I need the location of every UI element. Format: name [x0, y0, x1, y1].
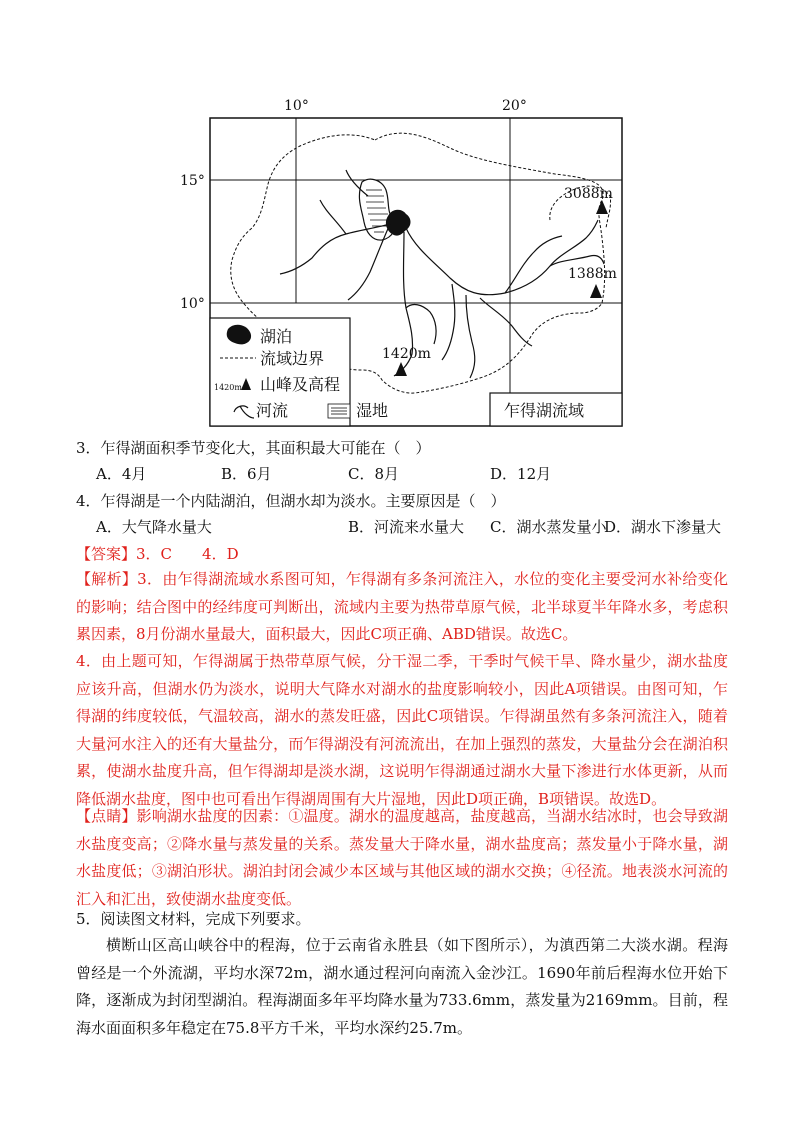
peak-3088-marker — [596, 200, 608, 214]
peak-1420-label: 1420m — [382, 346, 431, 362]
analysis-q4-text: 4．由上题可知，乍得湖属于热带草原气候，分干湿二季，干季时气候干旱、降水量少，湖水盐度应该升高，但湖水仍为淡水，说明大气降水对湖水的盐度影响较小，因此A项错误。由图可知，乍得湖的纬度较低，气温较高，湖水的蒸发旺盛，因此C项错误。乍得湖虽然有多条河流注入，随着大量河水注入的还有大量盐分，而乍得湖没有河流流出，在加上强烈的蒸发，大量盐分会在湖泊积累，使湖水盐度升高，但乍得湖却是淡水湖，这说明乍得湖通过湖水大量下渗进行水体更新，从而降低湖水盐度，图中也可看出乍得湖周围有大片湿地，因此D项正确，B项错误。故选D。 — [76, 652, 728, 808]
analysis-q4 — [76, 648, 728, 813]
q5-stem: 5．阅读图文材料，完成下列要求。 — [76, 910, 311, 928]
q4-stem: 4．乍得湖是一个内陆湖泊，但湖水却为淡水。主要原因是（ ） — [76, 492, 506, 510]
q4-option-d: D．湖水下渗量大 — [604, 518, 722, 536]
map-title: 乍得湖流域 — [504, 401, 585, 420]
tip-section — [76, 803, 728, 913]
legend-peak-label: 山峰及高程 — [260, 375, 341, 394]
q3-options — [96, 463, 716, 485]
peak-1420-marker — [395, 362, 407, 376]
q3-option-b: B．6月 — [221, 465, 272, 483]
peak-3088-label: 3088m — [564, 186, 613, 202]
q3-stem: 3．乍得湖面积季节变化大，其面积最大可能在（ ） — [76, 439, 431, 457]
q4-option-a: A．大气降水量大 — [96, 518, 212, 536]
q5-material-text: 横断山区高山峡谷中的程海，位于云南省永胜县（如下图所示），为滇西第二大淡水湖。程海曾经是一个外流湖，平均水深72m，湖水通过程河向南流入金沙江。1690年前后程海水位开始下降，逐渐成为封闭型湖泊。程海湖面多年平均降水量为733.6mm，蒸发量为2169mm。目前，程海水面面积多年稳定在75.8平方千米，平均水深约25.7m。 — [76, 936, 728, 1037]
answer-line: 【答案】3．C 4．D — [76, 545, 239, 563]
q4-option-b: B．河流来水量大 — [348, 518, 465, 536]
q3-option-c: C．8月 — [348, 465, 400, 483]
analysis-q3 — [76, 566, 728, 649]
q4-options — [96, 516, 736, 538]
lat-label-15: 15° — [180, 173, 205, 189]
tip-text: 【点睛】影响湖水盐度的因素：①温度。湖水的温度越高，盐度越高，当湖水结冰时，也会导致湖水盐度变高；②降水量与蒸发量的关系。蒸发量大于降水量，湖水盐度高；蒸发量小于降水量，湖水盐度低；③湖泊形状。湖泊封闭会减少本区域与其他区域的湖水交换；④径流。地表淡水河流的汇入和汇出，致使湖水盐度变低。 — [76, 807, 728, 908]
legend-wetland-label: 湿地 — [356, 401, 389, 420]
q5-material — [76, 932, 728, 1042]
legend-lake-label: 湖泊 — [260, 327, 293, 346]
lat-label-10: 10° — [180, 296, 205, 312]
peak-1388-label: 1388m — [568, 266, 617, 282]
analysis-q3-text: 【解析】3．由乍得湖流域水系图可知，乍得湖有多条河流注入，水位的变化主要受河水补给变化的影响；结合图中的经纬度可判断出，流域内主要为热带草原气候，北半球夏半年降水多，考虑积累因素，8月份湖水量最大，面积最大，因此C项正确、ABD错误。故选C。 — [76, 570, 728, 643]
legend-river-label: 河流 — [256, 401, 289, 420]
peak-1388-marker — [590, 284, 602, 298]
q4-option-c: C．湖水蒸发量小 — [490, 518, 607, 536]
lake-chad — [386, 210, 411, 236]
lon-label-10: 10° — [284, 98, 309, 114]
q3-option-a: A．4月 — [96, 465, 147, 483]
q3-option-d: D．12月 — [490, 465, 552, 483]
legend-boundary-label: 流域边界 — [260, 349, 325, 368]
lon-label-20: 20° — [502, 98, 527, 114]
legend-peak-sample: 1420m — [214, 383, 242, 392]
lake-chad-basin-map — [150, 88, 650, 433]
